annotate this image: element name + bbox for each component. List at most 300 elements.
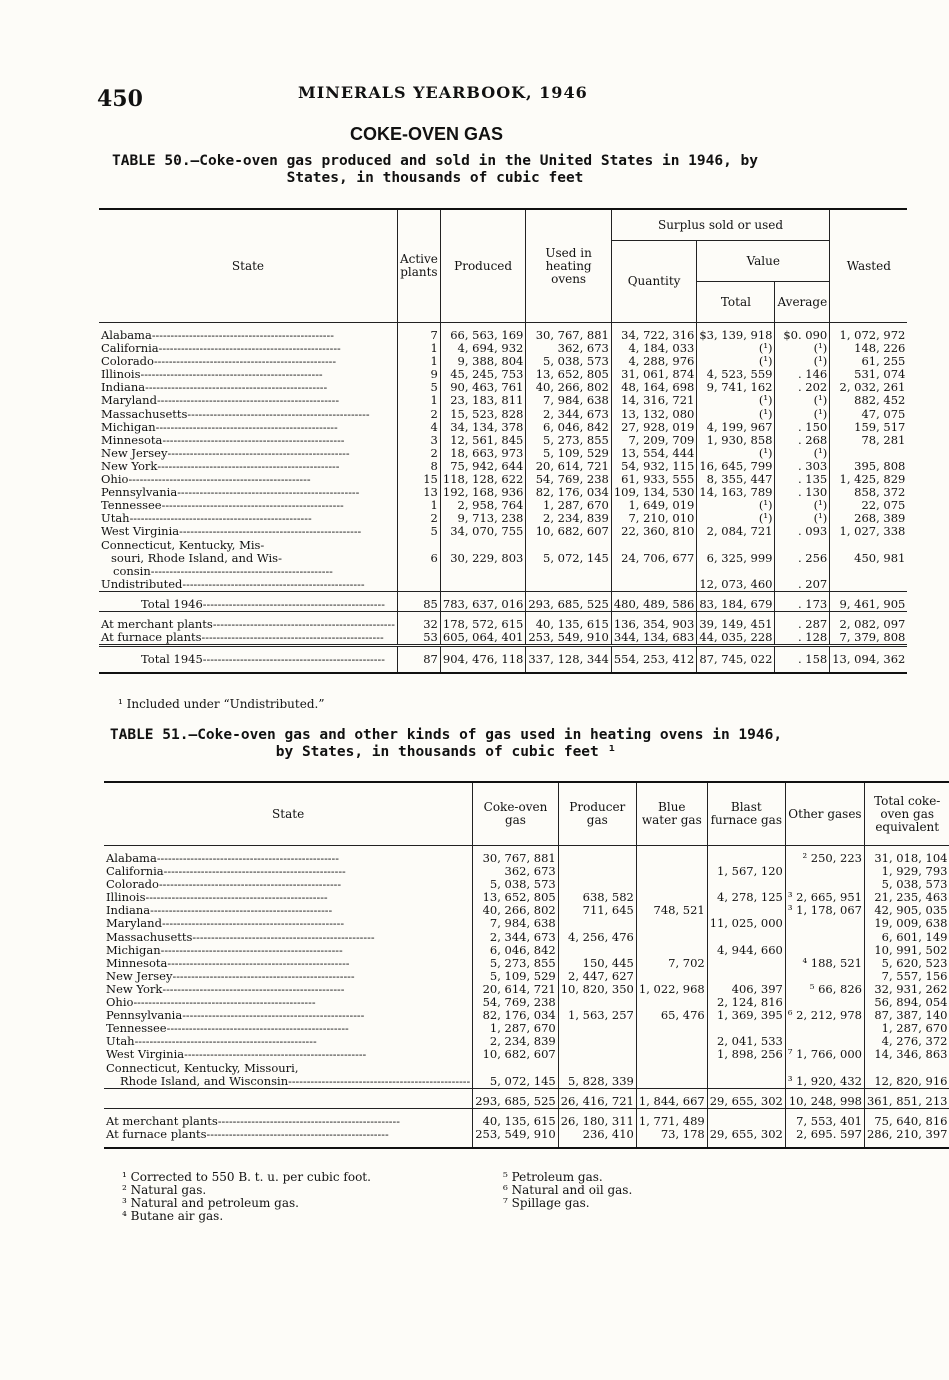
- t50-other-total-cell: 6, 325, 999: [697, 552, 775, 565]
- table51-footnotes-left: [122, 1171, 371, 1223]
- t51-producer-cell: 711, 645: [558, 904, 636, 917]
- t51-header-other: Other gases: [785, 782, 864, 846]
- t50-merchant-plants: 32: [397, 618, 440, 631]
- t51-blue-cell: [636, 865, 707, 878]
- t51-state-cell-label: Tennessee: [106, 1021, 167, 1036]
- t51-state-cell-label: Utah: [106, 1034, 135, 1049]
- t50-plants-cell: 1: [397, 342, 440, 355]
- empty-cell: [830, 539, 908, 552]
- t50-state-cell-label: West Virginia: [101, 524, 180, 539]
- footnote: ³ Natural and petroleum gas.: [122, 1196, 299, 1210]
- t51-other-states-line1: Connecticut, Kentucky, Missouri,: [106, 1060, 299, 1075]
- t50-produced-cell: 18, 663, 973: [440, 447, 525, 460]
- t51-total-blue: 1, 844, 667: [636, 1095, 707, 1109]
- t51-state-cell: [104, 1048, 473, 1061]
- t51-other-cell: ⁵ 66, 826: [785, 983, 864, 996]
- t50-produced-cell: 2, 958, 764: [440, 499, 525, 512]
- t51-total-cell: 19, 009, 638: [864, 917, 949, 930]
- t50-total_1946-plants: 85: [397, 598, 440, 612]
- t51-state-cell-label: Minnesota: [106, 955, 168, 970]
- t51-producer-cell: 4, 256, 476: [558, 931, 636, 944]
- t51-producer-cell: [558, 944, 636, 957]
- t50-state-cell-label: Alabama: [101, 328, 152, 342]
- leader-dots: -------------------------------------------------: [161, 917, 345, 931]
- t50-merchant-label-label: At merchant plants: [101, 616, 213, 631]
- leader-dots: -------------------------------------------------: [167, 956, 350, 970]
- table-row: [99, 552, 907, 565]
- t50-total-cell: 1, 930, 858: [697, 434, 775, 447]
- table-row: [99, 539, 907, 552]
- t50-state-cell-label: Colorado: [101, 354, 154, 369]
- t50-produced-cell: 118, 128, 622: [440, 473, 525, 486]
- t51-other-states-line2-label: Rhode Island, and Wisconsin: [120, 1073, 289, 1088]
- t50-heating-cell: 1, 287, 670: [526, 499, 611, 512]
- leader-dots: -------------------------------------------------: [177, 486, 360, 500]
- table-row: [99, 565, 907, 578]
- t50-other-plants-cell: 6: [397, 552, 440, 565]
- table-row: [99, 578, 907, 592]
- empty-cell: [440, 578, 525, 592]
- table51-title: [104, 727, 788, 761]
- leader-dots: -------------------------------------------------: [288, 1074, 471, 1088]
- t51-coke-cell: 7, 984, 638: [473, 917, 558, 930]
- t51-blue-cell: [636, 878, 707, 891]
- t51-blue-cell: [636, 852, 707, 865]
- t51-blast-cell: 4, 944, 660: [707, 944, 785, 957]
- t51-total-cell: 1, 287, 670: [864, 1022, 949, 1035]
- t50-plants-cell: 1: [397, 394, 440, 407]
- t50-quantity-cell: 13, 554, 444: [611, 447, 696, 460]
- t51-other-cell: ⁴ 188, 521: [785, 957, 864, 970]
- empty-cell: [785, 1062, 864, 1075]
- t51-state-cell-label: Pennsylvania: [106, 1008, 183, 1023]
- leader-dots: -------------------------------------------------: [172, 969, 355, 983]
- footnote: ⁵ Petroleum gas.: [503, 1170, 603, 1184]
- t51-producer-cell: [558, 852, 636, 865]
- t50-total_1945-plants: 87: [397, 653, 440, 666]
- t51-state-cell-label: New York: [106, 981, 163, 996]
- t51-other-cell: ² 250, 223: [785, 852, 864, 865]
- t51-coke-cell: 5, 273, 855: [473, 957, 558, 970]
- t50-total_1946-quantity: 480, 489, 586: [611, 598, 696, 612]
- t51-coke-cell: 5, 038, 573: [473, 878, 558, 891]
- t50-quantity-cell: 7, 209, 709: [611, 434, 696, 447]
- t51-other-cell: ³ 2, 665, 951: [785, 891, 864, 904]
- t50-plants-cell: 3: [397, 434, 440, 447]
- t51-header-producer: Producer gas: [558, 782, 636, 846]
- leader-dots: -------------------------------------------------: [217, 1114, 400, 1128]
- t50-furnace-heating: 253, 549, 910: [526, 631, 611, 646]
- table51-title-line2: by States, in thousands of cubic feet ¹: [275, 744, 617, 760]
- t51-other-cell: ⁶ 2, 212, 978: [785, 1009, 864, 1022]
- t50-plants-cell: 13: [397, 486, 440, 499]
- t51-state-cell-label: Colorado: [106, 877, 159, 892]
- t50-wasted-cell: 268, 389: [830, 512, 908, 525]
- t50-heating-cell: 362, 673: [526, 342, 611, 355]
- t51-merchant-other: 7, 553, 401: [785, 1115, 864, 1128]
- t50-quantity-cell: 27, 928, 019: [611, 421, 696, 434]
- t50-plants-cell: 5: [397, 381, 440, 394]
- t50-header-average: Average: [775, 282, 830, 323]
- t51-total-cell: 1, 929, 793: [864, 865, 949, 878]
- t50-furnace-label: [99, 631, 397, 646]
- table-row: [104, 1062, 949, 1075]
- t51-total-cell: 14, 346, 863: [864, 1048, 949, 1061]
- t51-coke-cell: 1, 287, 670: [473, 1022, 558, 1035]
- t51-merchant-total: 75, 640, 816: [864, 1115, 949, 1128]
- table-row: [99, 598, 907, 612]
- t51-producer-cell: [558, 865, 636, 878]
- t50-quantity-cell: 4, 288, 976: [611, 355, 696, 368]
- t50-quantity-cell: 34, 722, 316: [611, 329, 696, 342]
- t51-coke-cell: 20, 614, 721: [473, 983, 558, 996]
- empty-cell: [830, 578, 908, 592]
- t50-state-cell-label: Illinois: [101, 367, 141, 382]
- t51-header-coke-oven: Coke-oven gas: [473, 782, 558, 846]
- t50-total_1946-label-label: Total 1946: [141, 596, 203, 611]
- t51-coke-cell: 82, 176, 034: [473, 1009, 558, 1022]
- t50-wasted-cell: 395, 808: [830, 460, 908, 473]
- t51-producer-cell: 638, 582: [558, 891, 636, 904]
- t50-total_1945-average: . 158: [775, 653, 830, 666]
- empty-cell: [697, 539, 775, 552]
- t50-state-cell-label: Maryland: [101, 393, 157, 408]
- t50-plants-cell: 8: [397, 460, 440, 473]
- table-row: [99, 525, 907, 538]
- t50-total-cell: (¹): [697, 408, 775, 421]
- t50-other-states-line1: Connecticut, Kentucky, Mis-: [101, 537, 265, 552]
- t50-total-cell: $3, 139, 918: [697, 329, 775, 342]
- t51-merchant-blast: [707, 1115, 785, 1128]
- t50-produced-cell: 34, 134, 378: [440, 421, 525, 434]
- t50-average-cell: . 150: [775, 421, 830, 434]
- t51-total-coke: 293, 685, 525: [473, 1095, 558, 1109]
- leader-dots: -------------------------------------------------: [202, 653, 385, 667]
- t51-blue-cell: [636, 944, 707, 957]
- t51-total-cell: 32, 931, 262: [864, 983, 949, 996]
- leader-dots: -------------------------------------------------: [157, 459, 340, 473]
- t51-other-total-cell: 12, 820, 916: [864, 1075, 949, 1089]
- t51-other-cell: [785, 917, 864, 930]
- spacer-cell: [104, 1141, 473, 1148]
- t50-total-cell: 8, 355, 447: [697, 473, 775, 486]
- leader-dots: -------------------------------------------------: [156, 852, 339, 865]
- t51-total-cell: 5, 620, 523: [864, 957, 949, 970]
- table-row: [104, 1128, 949, 1141]
- t51-other-states-line2: [104, 1075, 473, 1089]
- t50-merchant-total: 39, 149, 451: [697, 618, 775, 631]
- t51-furnace-label: [104, 1128, 473, 1141]
- t50-undistributed-total: 12, 073, 460: [697, 578, 775, 592]
- t50-quantity-cell: 109, 134, 530: [611, 486, 696, 499]
- t50-average-cell: . 135: [775, 473, 830, 486]
- t50-merchant-average: . 287: [775, 618, 830, 631]
- t51-state-cell-label: Illinois: [106, 890, 146, 905]
- t51-total-other: 10, 248, 998: [785, 1095, 864, 1109]
- empty-cell: [473, 1062, 558, 1075]
- t50-heating-cell: 30, 767, 881: [526, 329, 611, 342]
- leader-dots: -------------------------------------------------: [182, 1009, 365, 1023]
- t51-total-cell: 7, 557, 156: [864, 970, 949, 983]
- leader-dots: -------------------------------------------------: [162, 982, 345, 996]
- t50-total-cell: 14, 163, 789: [697, 486, 775, 499]
- t50-heating-cell: 5, 273, 855: [526, 434, 611, 447]
- table50-title-line1: TABLE 50.—Coke-oven gas produced and sold in the United States in 1946, by: [111, 153, 758, 169]
- t51-merchant-label-label: At merchant plants: [106, 1113, 218, 1128]
- t50-state-cell: [99, 355, 397, 368]
- t51-furnace-total: 286, 210, 397: [864, 1128, 949, 1141]
- t50-header-wasted: Wasted: [830, 209, 908, 323]
- t51-other-cell: [785, 865, 864, 878]
- t50-total_1946-wasted: 9, 461, 905: [830, 598, 908, 612]
- t51-producer-cell: 150, 445: [558, 957, 636, 970]
- t50-total_1946-average: . 173: [775, 598, 830, 612]
- t50-heating-cell: 10, 682, 607: [526, 525, 611, 538]
- t51-state-cell-label: California: [106, 864, 164, 879]
- t51-blast-cell: [707, 957, 785, 970]
- t51-other-producer-cell: 5, 828, 339: [558, 1075, 636, 1089]
- leader-dots: -------------------------------------------------: [140, 368, 323, 382]
- t50-total_1945-wasted: 13, 094, 362: [830, 653, 908, 666]
- t50-state-cell-label: Massachusetts: [101, 406, 188, 421]
- leader-dots: -------------------------------------------------: [202, 597, 385, 611]
- t51-coke-cell: 2, 234, 839: [473, 1035, 558, 1048]
- spacer-cell: [707, 1141, 785, 1148]
- leader-dots: -------------------------------------------------: [133, 996, 316, 1010]
- t50-plants-cell: 1: [397, 355, 440, 368]
- t51-producer-cell: 1, 563, 257: [558, 1009, 636, 1022]
- t50-plants-cell: 1: [397, 499, 440, 512]
- t50-state-cell: [99, 525, 397, 538]
- spacer-cell: [611, 666, 696, 673]
- t50-plants-cell: 15: [397, 473, 440, 486]
- t50-quantity-cell: 1, 649, 019: [611, 499, 696, 512]
- t50-other-heating-cell: 5, 072, 145: [526, 552, 611, 565]
- t50-produced-cell: 75, 942, 644: [440, 460, 525, 473]
- t50-total-cell: 16, 645, 799: [697, 460, 775, 473]
- t50-heating-cell: 7, 984, 638: [526, 394, 611, 407]
- t50-state-cell-label: New York: [101, 458, 158, 473]
- t50-quantity-cell: 22, 360, 810: [611, 525, 696, 538]
- t50-average-cell: (¹): [775, 342, 830, 355]
- t50-furnace-produced: 605, 064, 401: [440, 631, 525, 646]
- t50-total_1945-quantity: 554, 253, 412: [611, 653, 696, 666]
- table-row: [104, 1115, 949, 1128]
- t50-quantity-cell: 54, 932, 115: [611, 460, 696, 473]
- t51-blast-cell: 11, 025, 000: [707, 917, 785, 930]
- table-row: [104, 1095, 949, 1109]
- t50-total_1946-heating: 293, 685, 525: [526, 598, 611, 612]
- t50-total-cell: (¹): [697, 499, 775, 512]
- spacer-cell: [775, 666, 830, 673]
- table50: [99, 208, 907, 674]
- empty-cell: [611, 539, 696, 552]
- leader-dots: -------------------------------------------------: [187, 407, 370, 421]
- empty-cell: [397, 565, 440, 578]
- t50-heating-cell: 40, 266, 802: [526, 381, 611, 394]
- t51-state-cell-label: Ohio: [106, 995, 134, 1010]
- t50-wasted-cell: 2, 032, 261: [830, 381, 908, 394]
- t51-state-cell: [104, 1022, 473, 1035]
- t51-furnace-coke: 253, 549, 910: [473, 1128, 558, 1141]
- t51-blast-cell: 1, 898, 256: [707, 1048, 785, 1061]
- footnote: ⁴ Butane air gas.: [122, 1209, 224, 1223]
- t50-total_1945-label-label: Total 1945: [141, 652, 203, 667]
- leader-dots: -------------------------------------------------: [201, 631, 384, 645]
- t50-state-cell-label: Ohio: [101, 472, 129, 487]
- t51-state-cell-label: Massachusetts: [106, 929, 193, 944]
- spacer-cell: [397, 666, 440, 673]
- t50-average-cell: . 202: [775, 381, 830, 394]
- t51-other-cell: [785, 1022, 864, 1035]
- leader-dots: -------------------------------------------------: [212, 617, 395, 631]
- leader-dots: -------------------------------------------------: [161, 499, 344, 513]
- t51-coke-cell: 30, 767, 881: [473, 852, 558, 865]
- t50-plants-cell: 2: [397, 512, 440, 525]
- t51-producer-cell: 10, 820, 350: [558, 983, 636, 996]
- t50-heating-cell: 2, 234, 839: [526, 512, 611, 525]
- t50-wasted-cell: 531, 074: [830, 368, 908, 381]
- t51-coke-cell: 40, 266, 802: [473, 904, 558, 917]
- t51-blast-cell: 1, 567, 120: [707, 865, 785, 878]
- t50-quantity-cell: 14, 316, 721: [611, 394, 696, 407]
- t50-undistributed-label: Undistributed: [101, 576, 183, 591]
- t50-total_1945-label: [99, 653, 397, 666]
- t50-merchant-produced: 178, 572, 615: [440, 618, 525, 631]
- t51-total-cell: 56, 894, 054: [864, 996, 949, 1009]
- t51-coke-cell: 6, 046, 842: [473, 944, 558, 957]
- t51-blast-cell: 2, 124, 816: [707, 996, 785, 1009]
- t50-furnace-quantity: 344, 134, 683: [611, 631, 696, 646]
- t51-total-cell: 4, 276, 372: [864, 1035, 949, 1048]
- t51-furnace-blue: 73, 178: [636, 1128, 707, 1141]
- t50-quantity-cell: 61, 933, 555: [611, 473, 696, 486]
- t50-total-cell: 2, 084, 721: [697, 525, 775, 538]
- table-row: [99, 408, 907, 421]
- table-row: [104, 1048, 949, 1061]
- t50-state-cell-label: Minnesota: [101, 432, 163, 447]
- empty-cell: [558, 1062, 636, 1075]
- t50-state-cell-label: California: [101, 341, 159, 356]
- t50-total_1946-produced: 783, 637, 016: [440, 598, 525, 612]
- leader-dots: -------------------------------------------------: [179, 525, 362, 539]
- t51-blue-cell: 1, 022, 968: [636, 983, 707, 996]
- t51-header-total-equivalent: Total coke-oven gas equivalent: [864, 782, 949, 846]
- table50-title-line2: States, in thousands of cubic feet: [286, 170, 584, 186]
- empty-cell: [526, 539, 611, 552]
- spacer-cell: [526, 666, 611, 673]
- leader-dots: -------------------------------------------------: [184, 1048, 367, 1062]
- leader-dots: -------------------------------------------------: [192, 930, 375, 944]
- t51-furnace-producer: 236, 410: [558, 1128, 636, 1141]
- t50-average-cell: . 303: [775, 460, 830, 473]
- t50-produced-cell: 34, 070, 755: [440, 525, 525, 538]
- t50-produced-cell: 4, 694, 932: [440, 342, 525, 355]
- t50-total_1946-label: [99, 598, 397, 612]
- t50-wasted-cell: 1, 425, 829: [830, 473, 908, 486]
- table51-title-line1: TABLE 51.—Coke-oven gas and other kinds of gas used in heating ovens in 1946,: [109, 727, 783, 743]
- empty-cell: [526, 565, 611, 578]
- t50-merchant-heating: 40, 135, 615: [526, 618, 611, 631]
- table-row: [99, 394, 907, 407]
- t50-quantity-cell: 4, 184, 033: [611, 342, 696, 355]
- t50-heating-cell: 13, 652, 805: [526, 368, 611, 381]
- t50-undistributed-average: . 207: [775, 578, 830, 592]
- t50-state-cell-label: New Jersey: [101, 445, 168, 460]
- t51-other-cell: ³ 1, 178, 067: [785, 904, 864, 917]
- leader-dots: -------------------------------------------------: [162, 433, 345, 447]
- t50-header-produced: Produced: [440, 209, 525, 323]
- t50-produced-cell: 9, 713, 238: [440, 512, 525, 525]
- empty-cell: [526, 578, 611, 592]
- t50-wasted-cell: 22, 075: [830, 499, 908, 512]
- t50-wasted-cell: 47, 075: [830, 408, 908, 421]
- t51-other-coke-cell: 5, 072, 145: [473, 1075, 558, 1089]
- t50-wasted-cell: 1, 027, 338: [830, 525, 908, 538]
- t50-state-cell-label: Michigan: [101, 419, 156, 434]
- t50-total_1945-heating: 337, 128, 344: [526, 653, 611, 666]
- t51-header-state: State: [104, 782, 473, 846]
- t51-blue-cell: 65, 476: [636, 1009, 707, 1022]
- empty-cell: [611, 565, 696, 578]
- t51-other-cell: [785, 944, 864, 957]
- empty-cell: [707, 1062, 785, 1075]
- spacer-cell: [830, 666, 908, 673]
- t50-plants-cell: 5: [397, 525, 440, 538]
- table-row: [104, 917, 949, 930]
- spacer-cell: [558, 1141, 636, 1148]
- empty-cell: [830, 565, 908, 578]
- leader-dots: -------------------------------------------------: [128, 473, 311, 487]
- t50-average-cell: $0. 090: [775, 329, 830, 342]
- t51-coke-cell: 362, 673: [473, 865, 558, 878]
- leader-dots: -------------------------------------------------: [158, 878, 342, 892]
- footnote: ⁷ Spillage gas.: [503, 1196, 590, 1210]
- t50-state-cell: [99, 499, 397, 512]
- empty-cell: [104, 1095, 473, 1109]
- t50-state-cell-label: Pennsylvania: [101, 485, 178, 500]
- t50-other-average-cell: . 256: [775, 552, 830, 565]
- leader-dots: -------------------------------------------------: [167, 446, 350, 460]
- t51-total-cell: 87, 387, 140: [864, 1009, 949, 1022]
- t50-state-cell-label: Indiana: [101, 380, 146, 395]
- empty-cell: [440, 565, 525, 578]
- leader-dots: -------------------------------------------------: [156, 394, 340, 408]
- spacer-cell: [785, 1141, 864, 1148]
- t50-undistributed: [99, 578, 397, 592]
- t51-coke-cell: 54, 769, 238: [473, 996, 558, 1009]
- leader-dots: -------------------------------------------------: [166, 1022, 349, 1036]
- t50-average-cell: . 268: [775, 434, 830, 447]
- t50-wasted-cell: 882, 452: [830, 394, 908, 407]
- t50-header-value: Value: [697, 241, 830, 282]
- t51-other-cell: ⁷ 1, 766, 000: [785, 1048, 864, 1061]
- t51-producer-cell: [558, 917, 636, 930]
- table-row: [104, 1075, 949, 1089]
- table51: [104, 781, 949, 1149]
- t51-furnace-blast: 29, 655, 302: [707, 1128, 785, 1141]
- t50-average-cell: (¹): [775, 499, 830, 512]
- empty-cell: [397, 578, 440, 592]
- t51-merchant-blue: 1, 771, 489: [636, 1115, 707, 1128]
- empty-cell: [397, 539, 440, 552]
- t51-state-cell-label: Michigan: [106, 942, 161, 957]
- t50-wasted-cell: 858, 372: [830, 486, 908, 499]
- t51-blue-cell: [636, 1035, 707, 1048]
- t50-header-total: Total: [697, 282, 775, 323]
- t50-merchant-wasted: 2, 082, 097: [830, 618, 908, 631]
- empty-cell: [775, 539, 830, 552]
